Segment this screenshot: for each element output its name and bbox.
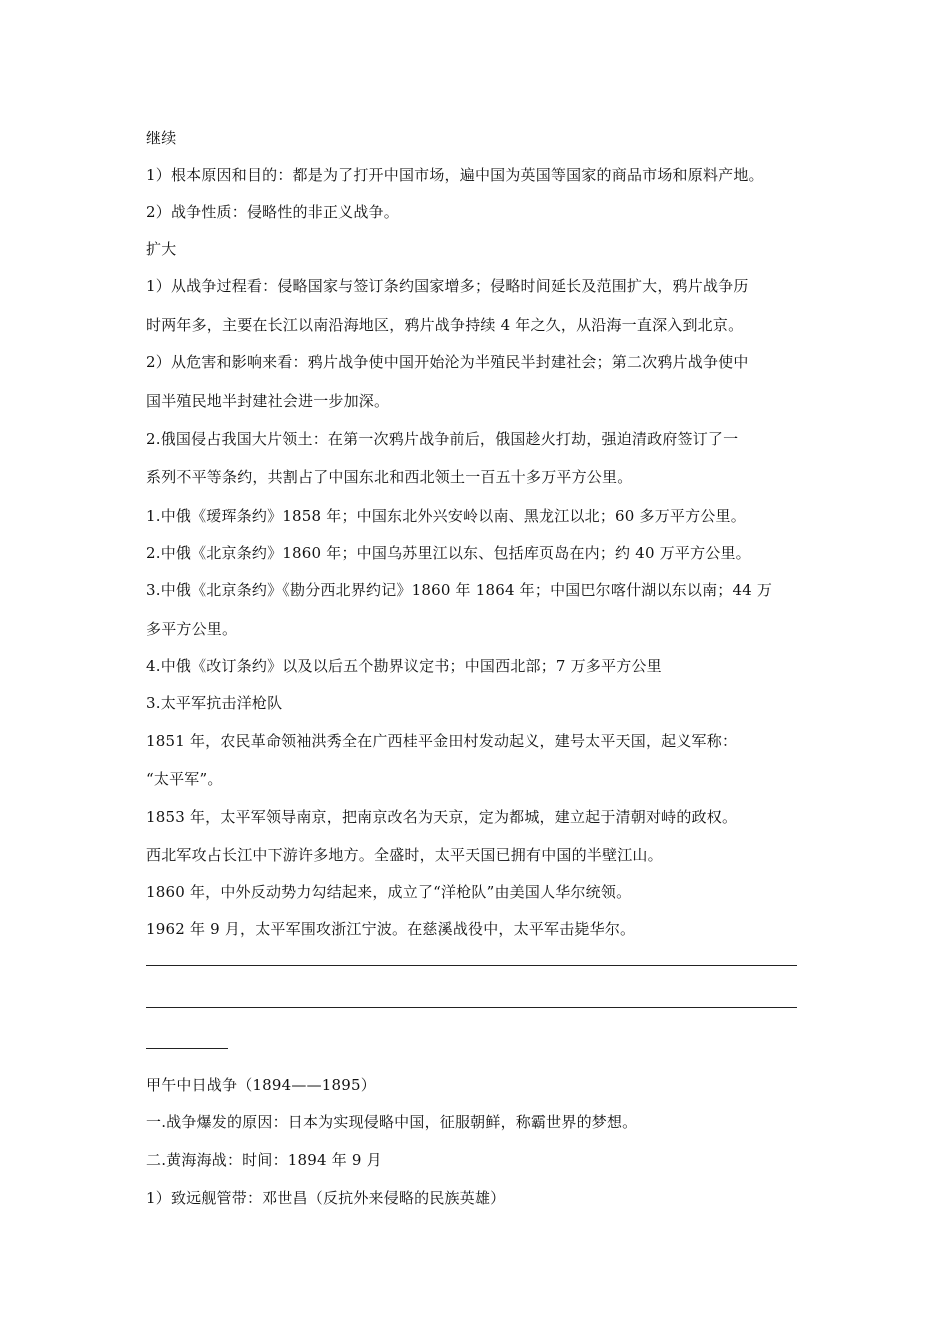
paragraph-line: 系列不平等条约，共割占了中国东北和西北领土一百五十多万平方公里。 — [146, 468, 633, 486]
heading-continue: 继续 — [146, 129, 177, 147]
blank-line-rule — [146, 965, 797, 966]
treaty-item: 3.中俄《北京条约》《勘分西北界约记》1860 年 1864 年；中国巴尔喀什湖以东以南；44 万 — [146, 581, 773, 599]
paragraph-line: 1853 年，太平军领导南京，把南京改名为天京，定为都城，建立起于清朝对峙的政权。 — [146, 808, 738, 826]
paragraph-line: 1962 年 9 月，太平军围攻浙江宁波。在慈溪战役中，太平军击毙华尔。 — [146, 920, 636, 938]
paragraph-line: 一.战争爆发的原因：日本为实现侵略中国，征服朝鲜，称霸世界的梦想。 — [146, 1113, 638, 1131]
blank-line-rule-short — [146, 1048, 228, 1049]
section-heading: 3.太平军抗击洋枪队 — [146, 694, 283, 712]
treaty-item-continued: 多平方公里。 — [146, 620, 238, 638]
paragraph-line: 2）从危害和影响来看：鸦片战争使中国开始沦为半殖民半封建社会；第二次鸦片战争使中 — [146, 353, 749, 371]
paragraph-line: 1）根本原因和目的：都是为了打开中国市场，遍中国为英国等国家的商品市场和原料产地。 — [146, 166, 764, 184]
treaty-item: 1.中俄《瑷珲条约》1858 年；中国东北外兴安岭以南、黑龙江以北；60 多万平方公里。 — [146, 507, 746, 525]
paragraph-line: “太平军”。 — [146, 770, 223, 788]
treaty-item: 4.中俄《改订条约》以及以后五个勘界议定书；中国西北部；7 万多平方公里 — [146, 657, 662, 675]
paragraph-line: 时两年多，主要在长江以南沿海地区，鸦片战争持续 4 年之久，从沿海一直深入到北京。 — [146, 316, 744, 334]
section-heading: 甲午中日战争（1894——1895） — [146, 1076, 376, 1094]
paragraph-line: 2）战争性质：侵略性的非正义战争。 — [146, 203, 399, 221]
paragraph-line: 国半殖民地半封建社会进一步加深。 — [146, 392, 390, 410]
paragraph-line: 西北军攻占长江中下游许多地方。全盛时，太平天国已拥有中国的半壁江山。 — [146, 846, 663, 864]
paragraph-line: 1）从战争过程看：侵略国家与签订条约国家增多；侵略时间延长及范围扩大，鸦片战争历 — [146, 277, 749, 295]
blank-line-rule — [146, 1007, 797, 1008]
paragraph-line: 1860 年，中外反动势力勾结起来，成立了“洋枪队”由美国人华尔统领。 — [146, 883, 632, 901]
treaty-item: 2.中俄《北京条约》1860 年；中国乌苏里江以东、包括库页岛在内；约 40 万平方公里。 — [146, 544, 751, 562]
heading-expand: 扩大 — [146, 240, 177, 258]
paragraph-line: 1）致远舰管带：邓世昌（反抗外来侵略的民族英雄） — [146, 1189, 506, 1207]
paragraph-line: 1851 年，农民革命领袖洪秀全在广西桂平金田村发动起义，建号太平天国，起义军称： — [146, 732, 738, 750]
paragraph-line: 二.黄海海战：时间：1894 年 9 月 — [146, 1151, 382, 1169]
section-heading: 2.俄国侵占我国大片领土：在第一次鸦片战争前后，俄国趁火打劫，强迫清政府签订了一 — [146, 430, 739, 448]
